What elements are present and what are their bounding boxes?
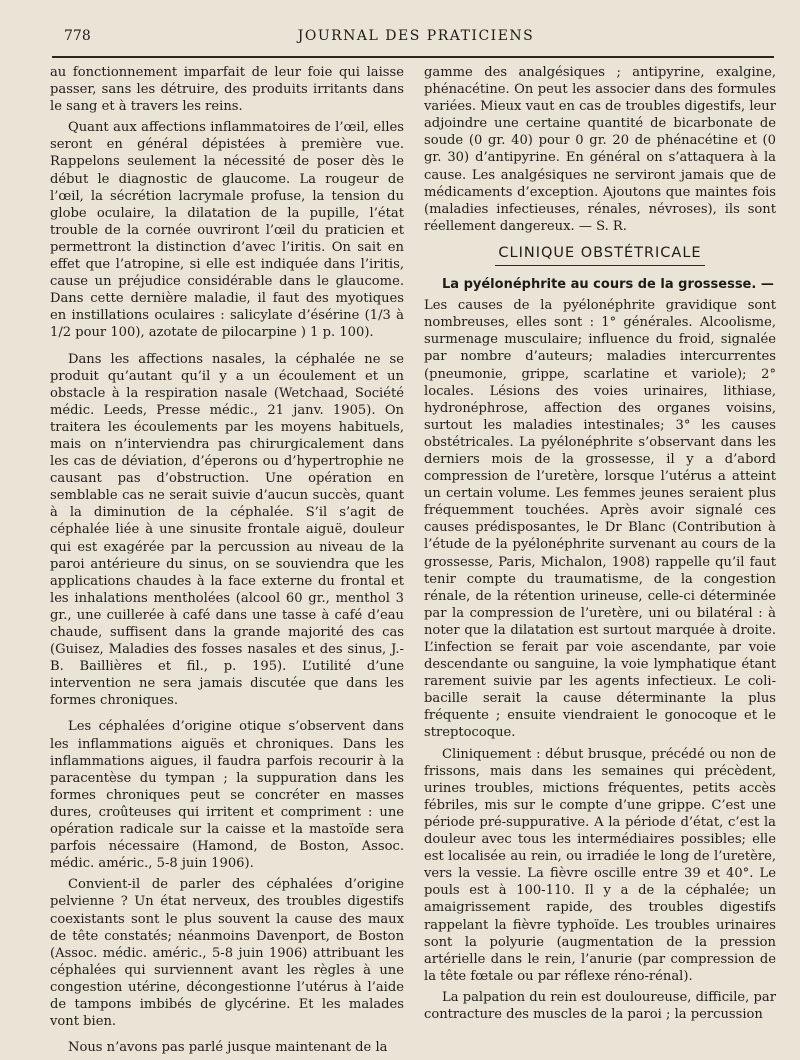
section-rule <box>495 265 705 266</box>
page-header <box>64 28 768 50</box>
paragraph: au fonctionnement imparfait de leur foie qui laisse passer, sans les détruire, des produits irritants dans le sang et à travers les reins. <box>50 65 404 115</box>
paragraph-text: gamme des analgésiques ; antipyrine, exalgine, phénacétine. On peut les associer dans des formules variées. Mieux vaut en cas de troubles digestifs, leur adjoindre une certaine quantité de bicarbonate de soude (0 gr. 40) pour 0 gr. 20 de phénacétine et (0 gr. 30) d’antipyrine. En général on s’attaquera à la cause. Les analgésiques ne serviront jamais que de médicaments d’exception. Ajoutons que maintes fois (maladies infectieuses, rénales, névroses), ils sont réellement dangereux. <box>424 65 776 234</box>
paragraph: Cliniquement : début brusque, précédé ou non de frissons, mais dans les semaines qui précèdent, urines troubles, mictions fréquentes, petits accès fébriles, mis sur le compte d’une grippe. C’est une période pré-suppurative. A la période d’état, c’est la douleur avec tous les intermédiaires possibles; elle est localisée au rein, ou irradiée le long de l’uretère, vers la vessie. La fièvre oscille entre 39 et 40°. Le pouls est à 100-110. Il y a de la céphalée; un amaigrissement rapide, des troubles digestifs rappelant la fièvre typhoïde. Les troubles urinaires sont la polyurie (augmentation de la pression artérielle dans le rein, l’anurie (par compression de la tête fœtale ou par réflexe réno-rénal). <box>424 746 776 984</box>
author-signature: — S. R. <box>578 218 627 234</box>
paragraph <box>424 64 776 235</box>
section-heading: CLINIQUE OBSTÉTRICALE <box>498 244 702 261</box>
paragraph: Quant aux affections inflammatoires de l’œil, elles seront en général dépistées à première vue. Rappelons seulement la nécessité de poser dès le début le diagnostic de glaucome. La rougeur de l’œil, la sécrétion lacrymale profuse, la tension du globe oculaire, la dilatation de la pupille, l’état trouble de la cornée ouvriront l’œil du praticien et permettront la distinction d’avec l’iritis. On sait en effet que l’atropine, si elle est indiquée dans l’iritis, cause un préjudice considérable dans le glaucome. Dans cette dernière maladie, il faut des myotiques en instillations oculaires : salicylate d’ésérine (1/3 à 1/2 pour 100), azotate de pilocarpine ) 1 p. 100). <box>50 120 404 341</box>
page-number: 778 <box>64 28 91 44</box>
article-title: La pyélonéphrite au cours de la grossesse. — <box>442 277 774 293</box>
right-column <box>424 64 776 1027</box>
left-column <box>50 64 404 1060</box>
header-rule <box>52 56 774 58</box>
journal-title: JOURNAL DES PRATICIENS <box>297 28 535 44</box>
paragraph: La palpation du rein est douloureuse, difficile, par contracture des muscles de la paroi ; la percussion <box>424 989 776 1022</box>
paragraph: Nous n’avons pas parlé jusque maintenant de la <box>68 1040 388 1056</box>
paragraph: Dans les affections nasales, la céphalée ne se produit qu’autant qu’il y a un écoulement et un obstacle à la respiration nasale (Wetchaad, Société médic. Leeds, Presse médic., 21 janv. 1905). On traitera les écoulements par les moyens habituels, mais on n’interviendra pas chirurgicalement dans les cas de déviation, d’éperons ou d’hypertrophie ne causant pas d’obstruction. Une opération en semblable cas ne serait suivie d’aucun succès, quant à la diminution de la céphalée. S’il s’agit de céphalée liée à une sinusite frontale aiguë, douleur qui est exagérée par la percussion au niveau de la paroi antérieure du sinus, on se souviendra que les applications chaudes à la face externe du frontal et les inhalations mentholées (alcool 60 gr., menthol 3 gr., une cuillerée à café dans une tasse à café d’eau chaude, suffisent dans la grande majorité des cas (Guisez, Maladies des fosses nasales et des sinus, J.-B. Baillières et fil., p. 195). L’utilité d’une intervention ne sera jamais discutée que dans les formes chroniques. <box>50 351 404 709</box>
paragraph: Les céphalées d’origine otique s’observent dans les inflammations aiguës et chroniques. Dans les inflammations aigues, il faudra parfois recourir à la paracentèse du tympan ; la suppuration dans les formes chroniques peut se concréter en masses dures, croûteuses qui irritent et compriment : une opération radicale sur la caisse et la mastoïde sera parfois nécessaire (Hamond, de Boston, Assoc. médic. améric., 5-8 juin 1906). <box>50 719 404 872</box>
paragraph: Convient-il de parler des céphalées d’origine pelvienne ? Un état nerveux, des troubles digestifs coexistants sont le plus souvent la cause des maux de tête constatés; néanmoins Davenport, de Boston (Assoc. médic. améric., 5-8 juin 1906) attribuant les céphalées qui surviennent avant les règles à une congestion utérine, décongestionne l’utérus à l’aide de tampons imbibés de glycérine. Et les malades vont bien. <box>50 877 404 1030</box>
paragraph: Les causes de la pyélonéphrite gravidique sont nombreuses, elles sont : 1° générales. Alcoolisme, surmenage musculaire; influence du froid, signalée par nombre d’auteurs; maladies intercurrentes (pneumonie, grippe, scarlatine et variole); 2° locales. Lésions des voies urinaires, lithiase, hydronéphrose, affection des organes voisins, surtout les maladies intestinales; 3° les causes obstétricales. La pyélonéphrite s’observant dans les derniers mois de la grossesse, il y a d’abord compression de l’uretère, lorsque l’utérus a atteint un certain volume. Les femmes jeunes seraient plus fréquemment touchées. Après avoir signalé ces causes prédisposantes, le Dr Blanc (Contribution à l’étude de la pyélonéphrite survenant au cours de la grossesse, Paris, Michalon, 1908) rappelle qu’il faut tenir compte du traumatisme, de la congestion rénale, de la rétention urineuse, celle-ci déterminée par la compression de l’uretère, uni ou bilatéral : à noter que la dilatation est surtout marquée à droite. L’infection se ferait par voie ascendante, par voie descendante ou sanguine, la voie lymphatique étant rarement suivie par les agents infectieux. Le coli-bacille serait la cause déterminante la plus fréquente ; ensuite viendraient le gonocoque et le streptocoque. <box>424 298 776 741</box>
